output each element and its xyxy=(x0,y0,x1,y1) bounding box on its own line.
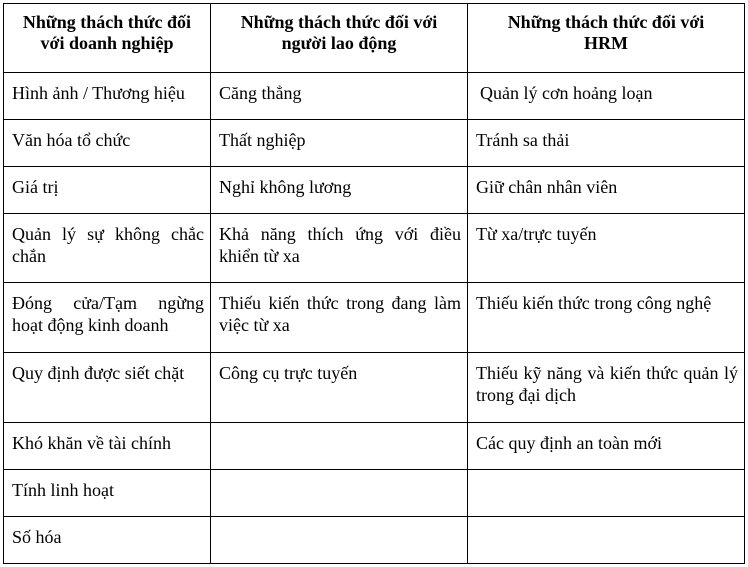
cell-workers: Thiếu kiến thức trong đang làm việc từ xa xyxy=(211,283,468,353)
table-row xyxy=(4,423,745,470)
cell-business: Đóng cửa/Tạm ngừng hoạt động kinh doanh xyxy=(4,283,211,353)
cell-hrm: Giữ chân nhân viên xyxy=(468,167,745,214)
table-row xyxy=(4,73,745,120)
challenges-table xyxy=(3,3,745,564)
cell-business: Giá trị xyxy=(4,167,211,214)
header-workers-line-1: Những thách thức đối với xyxy=(240,12,438,32)
cell-hrm xyxy=(468,470,745,517)
table-row xyxy=(4,214,745,283)
header-business xyxy=(4,4,211,73)
cell-hrm: Từ xa/trực tuyến xyxy=(468,214,745,283)
table-row xyxy=(4,120,745,167)
cell-workers: Công cụ trực tuyến xyxy=(211,353,468,423)
cell-workers: Khả năng thích ứng với điều khiển từ xa xyxy=(211,214,468,283)
cell-hrm: Các quy định an toàn mới xyxy=(468,423,745,470)
cell-hrm: Thiếu kiến thức trong công nghệ xyxy=(468,283,745,353)
header-hrm xyxy=(468,4,745,73)
table-row xyxy=(4,517,745,564)
header-hrm-line-1: Những thách thức đối với xyxy=(507,12,705,32)
cell-workers xyxy=(211,423,468,470)
cell-business: Tính linh hoạt xyxy=(4,470,211,517)
cell-business: Hình ảnh / Thương hiệu xyxy=(4,73,211,120)
cell-business: Văn hóa tổ chức xyxy=(4,120,211,167)
header-row xyxy=(4,4,745,73)
cell-business: Số hóa xyxy=(4,517,211,564)
cell-hrm: Quản lý cơn hoảng loạn xyxy=(468,73,745,120)
cell-workers: Thất nghiệp xyxy=(211,120,468,167)
cell-workers: Nghỉ không lương xyxy=(211,167,468,214)
table-row xyxy=(4,167,745,214)
cell-workers: Căng thẳng xyxy=(211,73,468,120)
cell-business: Quản lý sự không chắc chắn xyxy=(4,214,211,283)
table-row xyxy=(4,470,745,517)
cell-hrm xyxy=(468,517,745,564)
table-row xyxy=(4,353,745,423)
header-workers-line-2: người lao động xyxy=(281,33,397,53)
header-hrm-line-2: HRM xyxy=(584,33,628,53)
cell-hrm: Thiếu kỹ năng và kiến thức quản lý trong đại dịch xyxy=(468,353,745,423)
header-business-line-2: với doanh nghiệp xyxy=(40,33,174,53)
cell-business: Khó khăn về tài chính xyxy=(4,423,211,470)
cell-hrm: Tránh sa thải xyxy=(468,120,745,167)
cell-business: Quy định được siết chặt xyxy=(4,353,211,423)
header-workers xyxy=(211,4,468,73)
header-business-line-1: Những thách thức đối xyxy=(22,12,192,32)
cell-workers xyxy=(211,470,468,517)
table-row xyxy=(4,283,745,353)
cell-workers xyxy=(211,517,468,564)
